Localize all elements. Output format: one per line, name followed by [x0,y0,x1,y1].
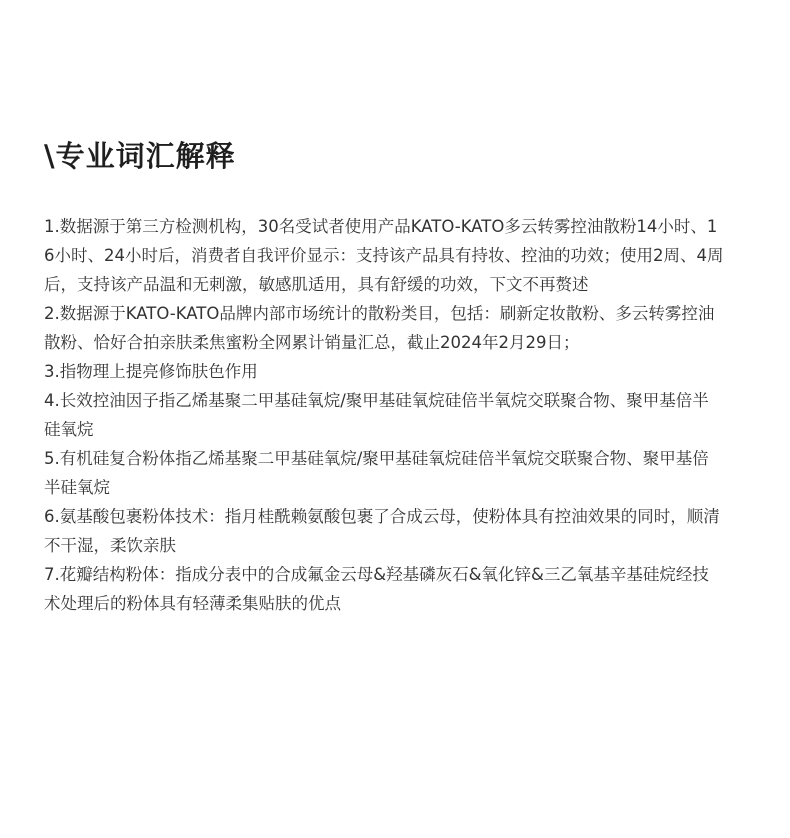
note-item: 7.花瓣结构粉体：指成分表中的合成氟金云母&羟基磷灰石&氧化锌&三乙氧基辛基硅烷经技术处理后的粉体具有轻薄柔集贴肤的优点 [44,565,709,613]
glossary-section [44,136,724,618]
note-item: 2.数据源于KATO-KATO品牌内部市场统计的散粉类目，包括：刷新定妆散粉、多云转雾控油散粉、恰好合拍亲肤柔焦蜜粉全网累计销量汇总，截止2024年2月29日； [44,304,715,352]
note-item: 1.数据源于第三方检测机构，30名受试者使用产品KATO-KATO多云转雾控油散粉14小时、16小时、24小时后，消费者自我评价显示：支持该产品具有持妆、控油的功效；使用2周、4周后，支持该产品温和无刺激，敏感肌适用，具有舒缓的功效，下文不再赘述 [44,217,724,294]
note-item: 5.有机硅复合粉体指乙烯基聚二甲基硅氧烷/聚甲基硅氧烷硅倍半氧烷交联聚合物、聚甲基倍半硅氧烷 [44,449,709,497]
note-item: 6.氨基酸包裹粉体技术：指月桂酰赖氨酸包裹了合成云母，使粉体具有控油效果的同时，顺清不干湿，柔饮亲肤 [44,507,720,555]
note-item: 4.长效控油因子指乙烯基聚二甲基硅氧烷/聚甲基硅氧烷硅倍半氧烷交联聚合物、聚甲基倍半硅氧烷 [44,391,709,439]
notes-list [44,212,724,618]
section-title: \专业词汇解释 [44,139,236,173]
note-item: 3.指物理上提亮修饰肤色作用 [44,362,258,381]
